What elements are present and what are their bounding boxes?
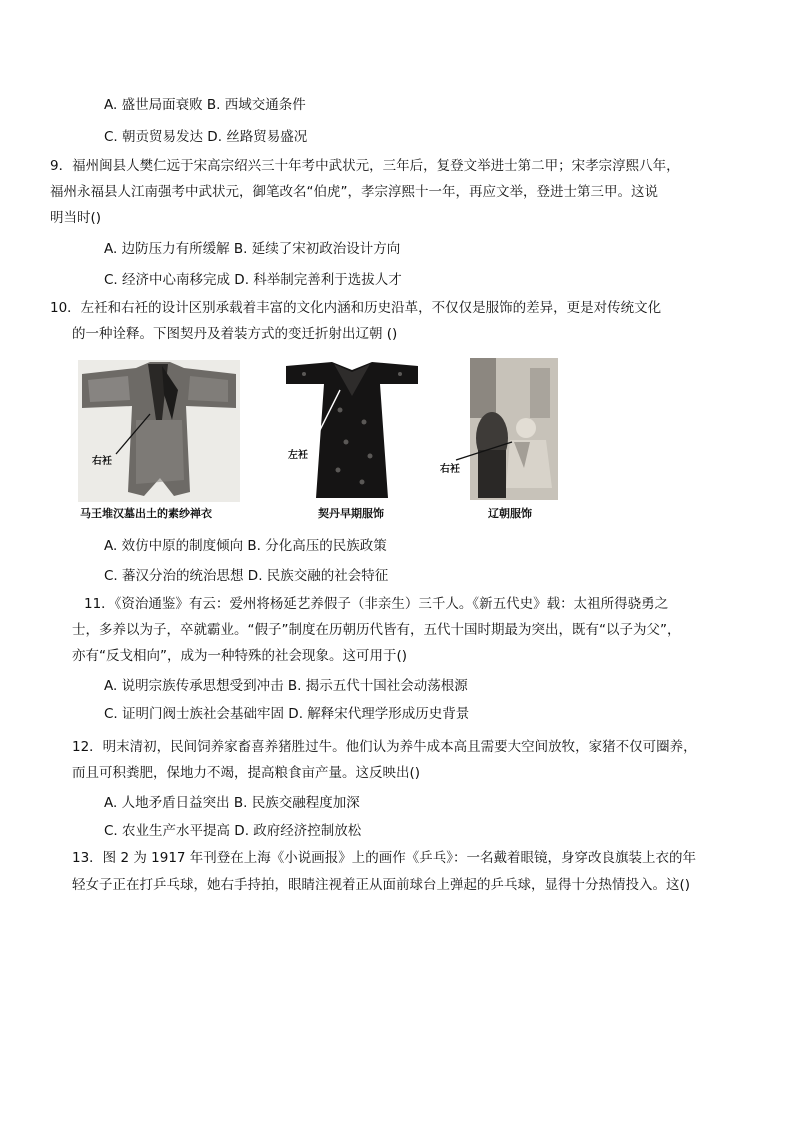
q9-stem-line3: 明当时() (50, 210, 102, 226)
q12-option-cd: C. 农业生产水平提高 D. 政府经济控制放松 (104, 823, 362, 839)
q9-option-ab: A. 边防压力有所缓解 B. 延续了宋初政治设计方向 (104, 241, 401, 257)
fig3-caption: 辽朝服饰 (488, 507, 532, 520)
fig3-pointer-line (440, 358, 558, 500)
fig2-pointer-line (284, 360, 420, 500)
q13-stem-line1: 13．图 2 为 1917 年刊登在上海《小说画报》上的画作《乒乓》：一名戴着眼镜，身穿改良旗装上衣的年 (72, 850, 697, 866)
q13-stem-line2: 轻女子正在打乒乓球，她右手持拍，眼睛注视着正从面前球台上弹起的乒乓球，显得十分热情投入。这() (72, 877, 691, 893)
q11-option-cd: C. 证明门阀士族社会基础牢固 D. 解释宋代理学形成历史背景 (104, 706, 470, 722)
q12-stem-line1: 12．明末清初，民间饲养家畜喜养猪胜过牛。他们认为养牛成本高且需要大空间放牧，家猪不仅可圈养， (72, 739, 697, 755)
fig3-label-right-lapel: 右衽 (440, 464, 460, 475)
q10-stem-line2: 的一种诠释。下图契丹及着装方式的变迁折射出辽朝 () (72, 326, 398, 342)
q11-stem-line1: 11．《资治通鉴》有云：爱州将杨延艺养假子（非亲生）三千人。《新五代史》载：太祖所得骁勇之 (84, 596, 669, 612)
q8-option-cd: C. 朝贡贸易发达 D. 丝路贸易盛况 (104, 129, 308, 145)
q9-option-cd: C. 经济中心南移完成 D. 科举制完善利于选拔人才 (104, 272, 402, 288)
q10-stem-line1: 10．左衽和右衽的设计区别承载着丰富的文化内涵和历史沿革，不仅仅是服饰的差异，更是对传统文化 (50, 300, 662, 316)
q9-stem-line2: 福州永福县人江南强考中武状元，御笔改名“伯虎”，孝宗淳熙十一年，再应文举，登进士第三甲。这说 (50, 184, 658, 200)
fig1-caption: 马王堆汉墓出土的素纱禅衣 (80, 507, 212, 520)
q12-stem-line2: 而且可积粪肥，保地力不竭，提高粮食亩产量。这反映出() (72, 765, 421, 781)
fig2-label-left-lapel: 左衽 (288, 450, 308, 461)
q11-stem-line3: 亦有“反戈相向”，成为一种特殊的社会现象。这可用于() (72, 648, 408, 664)
q12-option-ab: A. 人地矛盾日益突出 B. 民族交融程度加深 (104, 795, 360, 811)
q11-stem-line2: 士，多养以为子，卒就霸业。“假子”制度在历朝历代皆有，五代十国时期最为突出，既有“以子为父”， (72, 622, 681, 638)
q8-option-ab: A. 盛世局面衰败 B. 西域交通条件 (104, 97, 306, 113)
fig2-caption: 契丹早期服饰 (318, 507, 384, 520)
q10-option-ab: A. 效仿中原的制度倾向 B. 分化高压的民族政策 (104, 538, 387, 554)
fig1-label-right-lapel: 右衽 (92, 456, 112, 467)
q9-stem-line1: 9．福州闽县人樊仁远于宋高宗绍兴三十年考中武状元，三年后，复登文举进士第二甲；宋孝宗淳熙八年， (50, 158, 680, 174)
q10-option-cd: C. 蕃汉分治的统治思想 D. 民族交融的社会特征 (104, 568, 389, 584)
q11-option-ab: A. 说明宗族传承思想受到冲击 B. 揭示五代十国社会动荡根源 (104, 678, 468, 694)
fig1-pointer-line (78, 360, 240, 502)
